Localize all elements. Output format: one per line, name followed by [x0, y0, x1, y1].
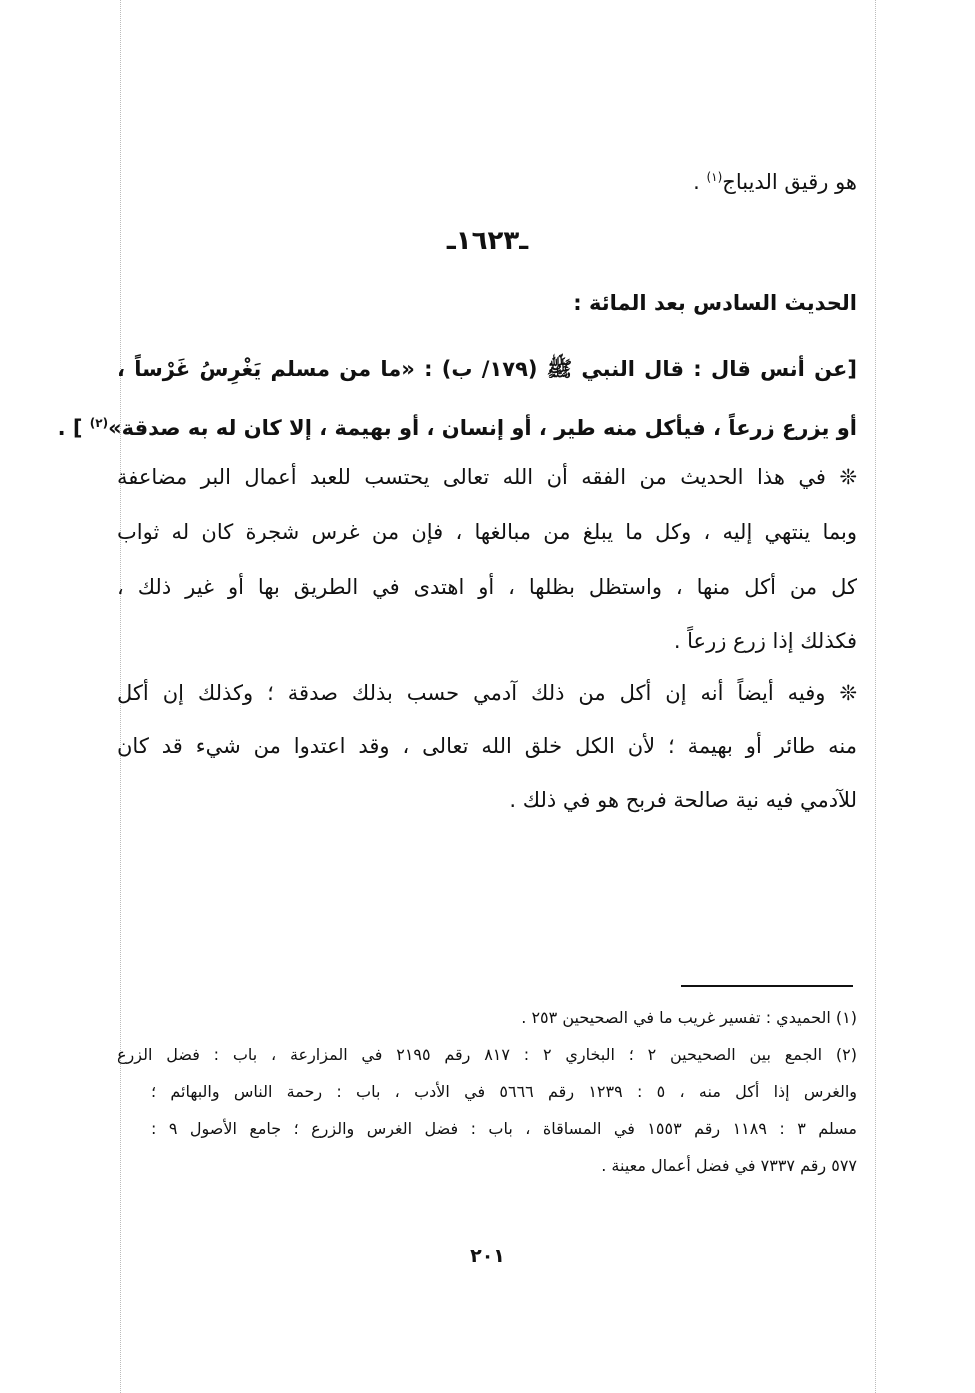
hadith-line-1: [عن أنس قال : قال النبي ﷺ (١٧٩/ ب) : «ما من مسلم يَغْرِسُ غَرْساً ،	[117, 357, 857, 381]
footnote-2-line-2: والغرس إذا أكل منه ، ٥ : ١٢٣٩ رقم ٥٦٦٦ في الأدب ، باب : رحمة الناس والبهائم ؛	[151, 1082, 858, 1101]
body-line-2: وبما ينتهي إليه ، وكل ما يبلغ من مبالغها ، فإن من غرس شجرة كان له ثواب	[117, 520, 857, 544]
body-line-5: ❊ وفيه أيضاً أنه إن أكل من ذلك آدمي حسب بذلك صدقة ؛ وكذلك إن أكل	[117, 681, 857, 705]
hadith-number: ـ١٦٢٣ـ	[446, 226, 529, 256]
top-line-text: هو رقيق الديباج	[722, 170, 857, 194]
body-line-3: كل من أكل منها ، واستظل بظلها ، أو اهتدى في الطريق بها أو غير ذلك ،	[117, 575, 857, 599]
footnote-1: (١) الحميدي : تفسير غريب ما في الصحيحين ٢٥٣ .	[521, 1008, 857, 1027]
top-line-note-ref: (١)	[706, 170, 723, 184]
body-line-7: للآدمي فيه نية صالحة فربح هو في ذلك .	[509, 788, 857, 812]
page-number: ٢٠١	[470, 1245, 505, 1267]
hadith-line-2	[57, 408, 857, 443]
footnote-2-line-3: مسلم ٣ : ١١٨٩ رقم ١٥٥٣ في المساقاة ، باب : فضل الغرس والزرع ؛ جامع الأصول ٩ :	[151, 1119, 857, 1138]
section-title: الحديث السادس بعد المائة :	[573, 291, 857, 315]
footnote-2-line-4: ٥٧٧ رقم ٧٣٣٧ في فضل أعمال معينة .	[601, 1156, 857, 1175]
margin-guide-right	[875, 0, 876, 1393]
hadith-line-2-end: ] .	[57, 416, 90, 440]
footnote-separator	[681, 985, 853, 987]
body-line-4: فكذلك إذا زرع زرعاً .	[673, 629, 857, 653]
body-line-6: منه طائر أو بهيمة ؛ لأن الكل خلق الله تعالى ، وقد اعتدوا من شيء قد كان	[117, 734, 857, 758]
top-line-end: .	[693, 170, 707, 194]
hadith-note-ref: (٢)	[89, 416, 109, 430]
hadith-line-2-text: أو يزرع زرعاً ، فيأكل منه طير ، أو إنسان ، أو بهيمة ، إلا كان له به صدقة»	[108, 416, 857, 440]
footnote-2-line-1: (٢) الجمع بين الصحيحين ٢ ؛ البخاري ٢ : ٨١٧ رقم ٢١٩٥ في المزارعة ، باب : فضل الزرع	[117, 1045, 858, 1064]
body-line-1: ❊ في هذا الحديث من الفقه أن الله تعالى يحتسب للعبد أعمال البر مضاعفة	[117, 465, 857, 489]
top-line	[117, 162, 857, 197]
